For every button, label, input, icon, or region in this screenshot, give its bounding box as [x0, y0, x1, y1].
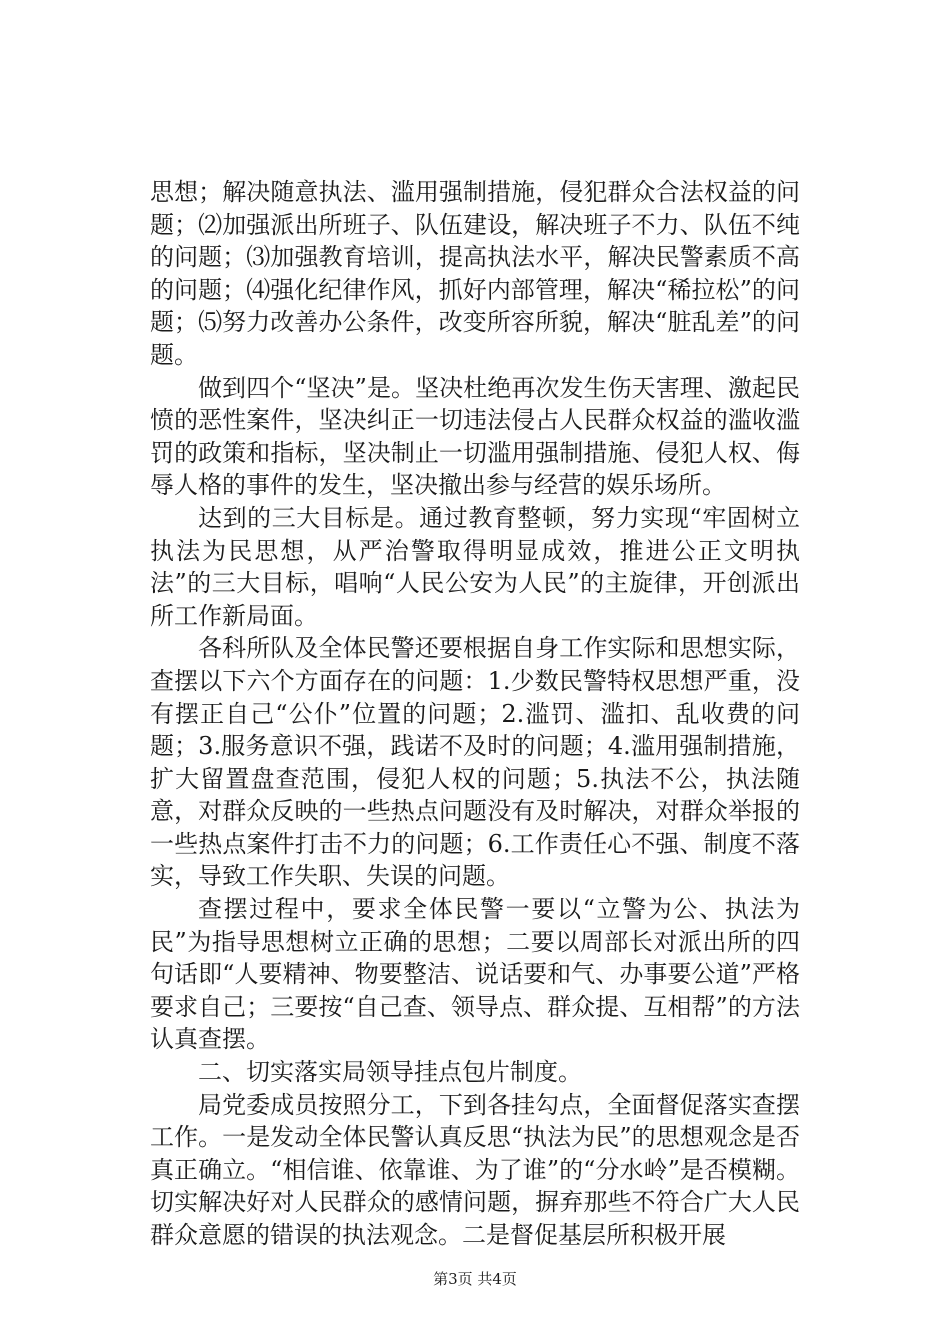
paragraph-6: 局党委成员按照分工，下到各挂勾点，全面督促落实查摆工作。一是发动全体民警认真反思“执法为民”的思想观念是否真正确立。“相信谁、依靠谁、为了谁”的“分水岭”是否模糊。切实解决好对人民群众的感情问题，摒弃那些不符合广大人民群众意愿的错误的执法观念。二是督促基层所积极开展 [150, 1090, 800, 1249]
paragraph-2: 做到四个“坚决”是。坚决杜绝再次发生伤天害理、激起民愤的恶性案件，坚决纠正一切违法侵占人民群众权益的滥收滥罚的政策和指标，坚决制止一切滥用强制措施、侵犯人权、侮辱人格的事件的发生，坚决撤出参与经营的娱乐场所。 [150, 373, 800, 500]
paragraph-3: 达到的三大目标是。通过教育整顿，努力实现“牢固树立执法为民思想，从严治警取得明显成效，推进公正文明执法”的三大目标，唱响“人民公安为人民”的主旋律，开创派出所工作新局面。 [150, 503, 800, 630]
paragraph-1: 思想；解决随意执法、滥用强制措施，侵犯群众合法权益的问题；⑵加强派出所班子、队伍建设，解决班子不力、队伍不纯的问题；⑶加强教育培训，提高执法水平，解决民警素质不高的问题；⑷强化纪律作风，抓好内部管理，解决“稀拉松”的问题；⑸努力改善办公条件，改变所容所貌，解决“脏乱差”的问题。 [150, 178, 800, 369]
document-body [150, 176, 800, 1252]
section-heading: 二、切实落实局领导挂点包片制度。 [198, 1058, 582, 1087]
paragraph-5: 查摆过程中，要求全体民警一要以“立警为公、执法为民”为指导思想树立正确的思想；二要以周部长对派出所的四句话即“人要精神、物要整洁、说话要和气、办事要公道”严格要求自己；三要按“自己查、领导点、群众提、互相帮”的方法认真查摆。 [150, 895, 800, 1054]
page-footer: 第3页 共4页 [433, 1270, 517, 1288]
paragraph-4: 各科所队及全体民警还要根据自身工作实际和思想实际，查摆以下六个方面存在的问题：1.少数民警特权思想严重，没有摆正自己“公仆”位置的问题；2.滥罚、滥扣、乱收费的问题；3.服务意识不强，践诺不及时的问题；4.滥用强制措施，扩大留置盘查范围，侵犯人权的问题；5.执法不公，执法随意，对群众反映的一些热点问题没有及时解决，对群众举报的一些热点案件打击不力的问题；6.工作责任心不强、制度不落实，导致工作失职、失误的问题。 [150, 634, 800, 891]
